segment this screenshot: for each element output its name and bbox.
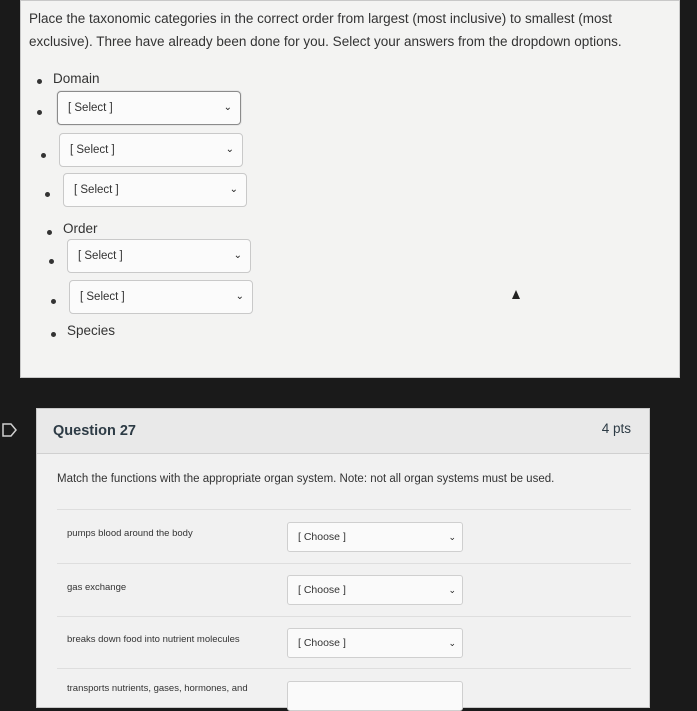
select-value: [ Select ] [70,144,115,156]
match-label: gas exchange [67,582,127,593]
item-domain: Domain [53,71,100,86]
question-text: Match the functions with the appropriate organ system. Note: not all organ systems must be used. [57,473,555,485]
bullet-icon [51,299,56,304]
chevron-down-icon[interactable]: ⌄ [233,250,242,261]
bullet-icon [49,259,54,264]
question-header [37,409,649,454]
select-value: [ Select ] [80,291,125,303]
match-label: pumps blood around the body [67,528,193,539]
question-27-panel [36,408,650,708]
item-order: Order [63,221,98,236]
match-select-4[interactable] [287,681,463,711]
chevron-down-icon[interactable]: ⌄ [448,638,456,648]
chevron-down-icon[interactable]: ⌄ [225,144,234,155]
divider [57,563,631,564]
taxonomy-select-5[interactable] [69,280,253,314]
chevron-down-icon[interactable]: ⌄ [235,291,244,302]
bullet-icon [41,153,46,158]
match-select-1[interactable] [287,522,463,552]
bullet-icon [51,332,56,337]
taxonomy-question-panel [20,0,680,378]
select-value: [ Choose ] [298,531,346,543]
taxonomy-select-3[interactable] [63,173,247,207]
divider [57,616,631,617]
bullet-icon [47,230,52,235]
chevron-down-icon[interactable]: ⌄ [448,585,456,595]
mouse-cursor-icon [512,290,520,299]
question-flag-icon[interactable] [0,422,18,438]
bullet-icon [45,192,50,197]
match-label: breaks down food into nutrient molecules [67,634,240,645]
select-value: [ Choose ] [298,637,346,649]
divider [57,509,631,510]
match-select-2[interactable] [287,575,463,605]
question-instructions: Place the taxonomic categories in the correct order from largest (most inclusive) to smallest (most exclusive). Three have already been done for you. Select your answers from the dropdown options. [29,11,622,49]
select-value: [ Select ] [74,184,119,196]
taxonomy-select-1[interactable] [57,91,241,125]
select-value: [ Select ] [68,102,113,114]
select-value: [ Select ] [78,250,123,262]
match-select-3[interactable] [287,628,463,658]
question-title: Question 27 [53,423,136,439]
item-species: Species [67,323,116,338]
chevron-down-icon[interactable]: ⌄ [229,184,238,195]
select-value: [ Choose ] [298,584,346,596]
chevron-down-icon[interactable]: ⌄ [448,532,456,542]
bullet-icon [37,110,42,115]
chevron-down-icon[interactable]: ⌄ [223,102,232,113]
taxonomy-select-4[interactable] [67,239,251,273]
divider [57,668,631,669]
taxonomy-select-2[interactable] [59,133,243,167]
match-label: transports nutrients, gases, hormones, and [67,683,248,694]
question-points: 4 pts [601,421,631,436]
bullet-icon [37,79,42,84]
